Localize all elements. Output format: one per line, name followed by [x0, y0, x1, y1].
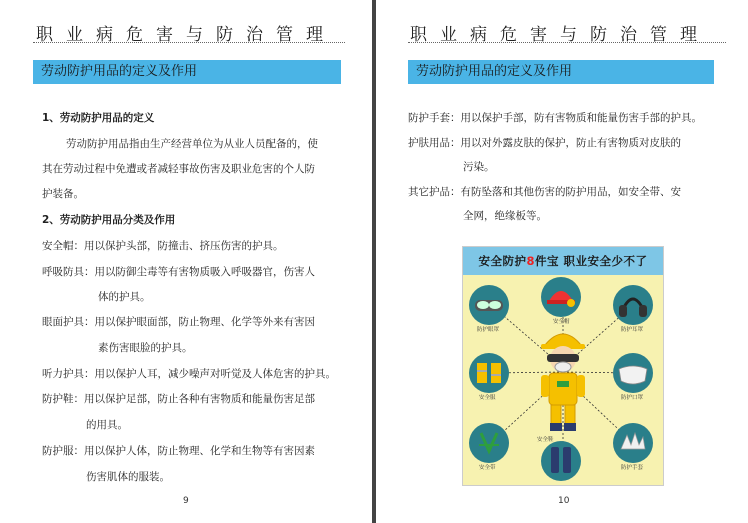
category-item: 听力护具：用以保护人耳，减少噪声对听觉及人体危害的护具。 [42, 368, 336, 380]
category-item-continued: 污染。 [463, 161, 495, 173]
safety-shoes-label: 安全鞋 [537, 437, 554, 443]
helmet-label: 安全帽 [553, 319, 570, 325]
section-title: 劳动防护用品的定义及作用 [33, 60, 341, 84]
ppe-infographic [462, 246, 664, 486]
mask-label: 防护口罩 [621, 395, 644, 401]
goggles-icon [469, 285, 509, 325]
definition-line: 护装备。 [42, 188, 84, 200]
category-item: 防护鞋：用以保护足部，防止各种有害物质和能量伤害足部 [42, 393, 315, 405]
mask-icon [613, 353, 653, 393]
category-item: 眼面护具：用以保护眼面部，防止物理、化学等外来有害因 [42, 316, 315, 328]
subsection-title-categories: 2、劳动防护用品分类及作用 [42, 214, 176, 226]
category-item: 安全帽：用以保护头部，防撞击、挤压伤害的护具。 [42, 240, 284, 252]
category-item: 防护手套：用以保护手部，防有害物质和能量伤害手部的护具。 [408, 112, 702, 124]
page-header: 职业病危害与防治管理 [36, 25, 336, 45]
category-item: 护肤用品：用以对外露皮肤的保护，防止有害物质对皮肤的 [408, 137, 681, 149]
category-item: 其它护品：有防坠落和其他伤害的防护用品，如安全带、安 [408, 186, 681, 198]
infographic-title-b: 件宝 职业安全少不了 [535, 254, 648, 268]
category-item-continued: 素伤害眼脸的护具。 [98, 342, 193, 354]
infographic-title-number: 8 [526, 254, 535, 268]
right-page [376, 0, 748, 523]
category-item-continued: 全网，绝缘板等。 [463, 210, 547, 222]
section-title: 劳动防护用品的定义及作用 [408, 60, 714, 84]
safety-belt-label: 安全带 [479, 465, 496, 471]
category-item: 防护服：用以保护人体，防止物理、化学和生物等有害因素 [42, 445, 315, 457]
subsection-title-definition: 1、劳动防护用品的定义 [42, 112, 155, 124]
gloves-label: 防护手套 [621, 465, 644, 471]
earmuff-label: 防护耳罩 [621, 327, 644, 333]
page-header: 职业病危害与防治管理 [410, 25, 710, 45]
earmuff-icon [613, 285, 653, 325]
definition-line: 其在劳动过程中免遭或者减轻事故伤害及职业危害的个人防 [42, 163, 315, 175]
helmet-icon [541, 277, 581, 317]
safety-shoes-icon [541, 441, 581, 481]
category-item-continued: 体的护具。 [98, 291, 151, 303]
worker-figure-icon [533, 325, 593, 435]
page-number: 9 [183, 496, 189, 506]
infographic-title-a: 安全防护 [478, 254, 527, 268]
goggles-label: 防护眼罩 [477, 327, 500, 333]
header-divider [33, 42, 345, 43]
clothes-icon [469, 353, 509, 393]
definition-line: 劳动防护用品指由生产经营单位为从业人员配备的，使 [66, 138, 318, 150]
page-number: 10 [558, 496, 570, 506]
left-page [0, 0, 372, 523]
safety-belt-icon [469, 423, 509, 463]
gloves-icon [613, 423, 653, 463]
category-item-continued: 的用具。 [86, 419, 128, 431]
clothes-label: 安全服 [479, 395, 496, 401]
category-item: 呼吸防具：用以防御尘毒等有害物质吸入呼吸器官，伤害人 [42, 266, 315, 278]
category-item-continued: 伤害肌体的服装。 [86, 471, 170, 483]
header-divider [408, 42, 726, 43]
